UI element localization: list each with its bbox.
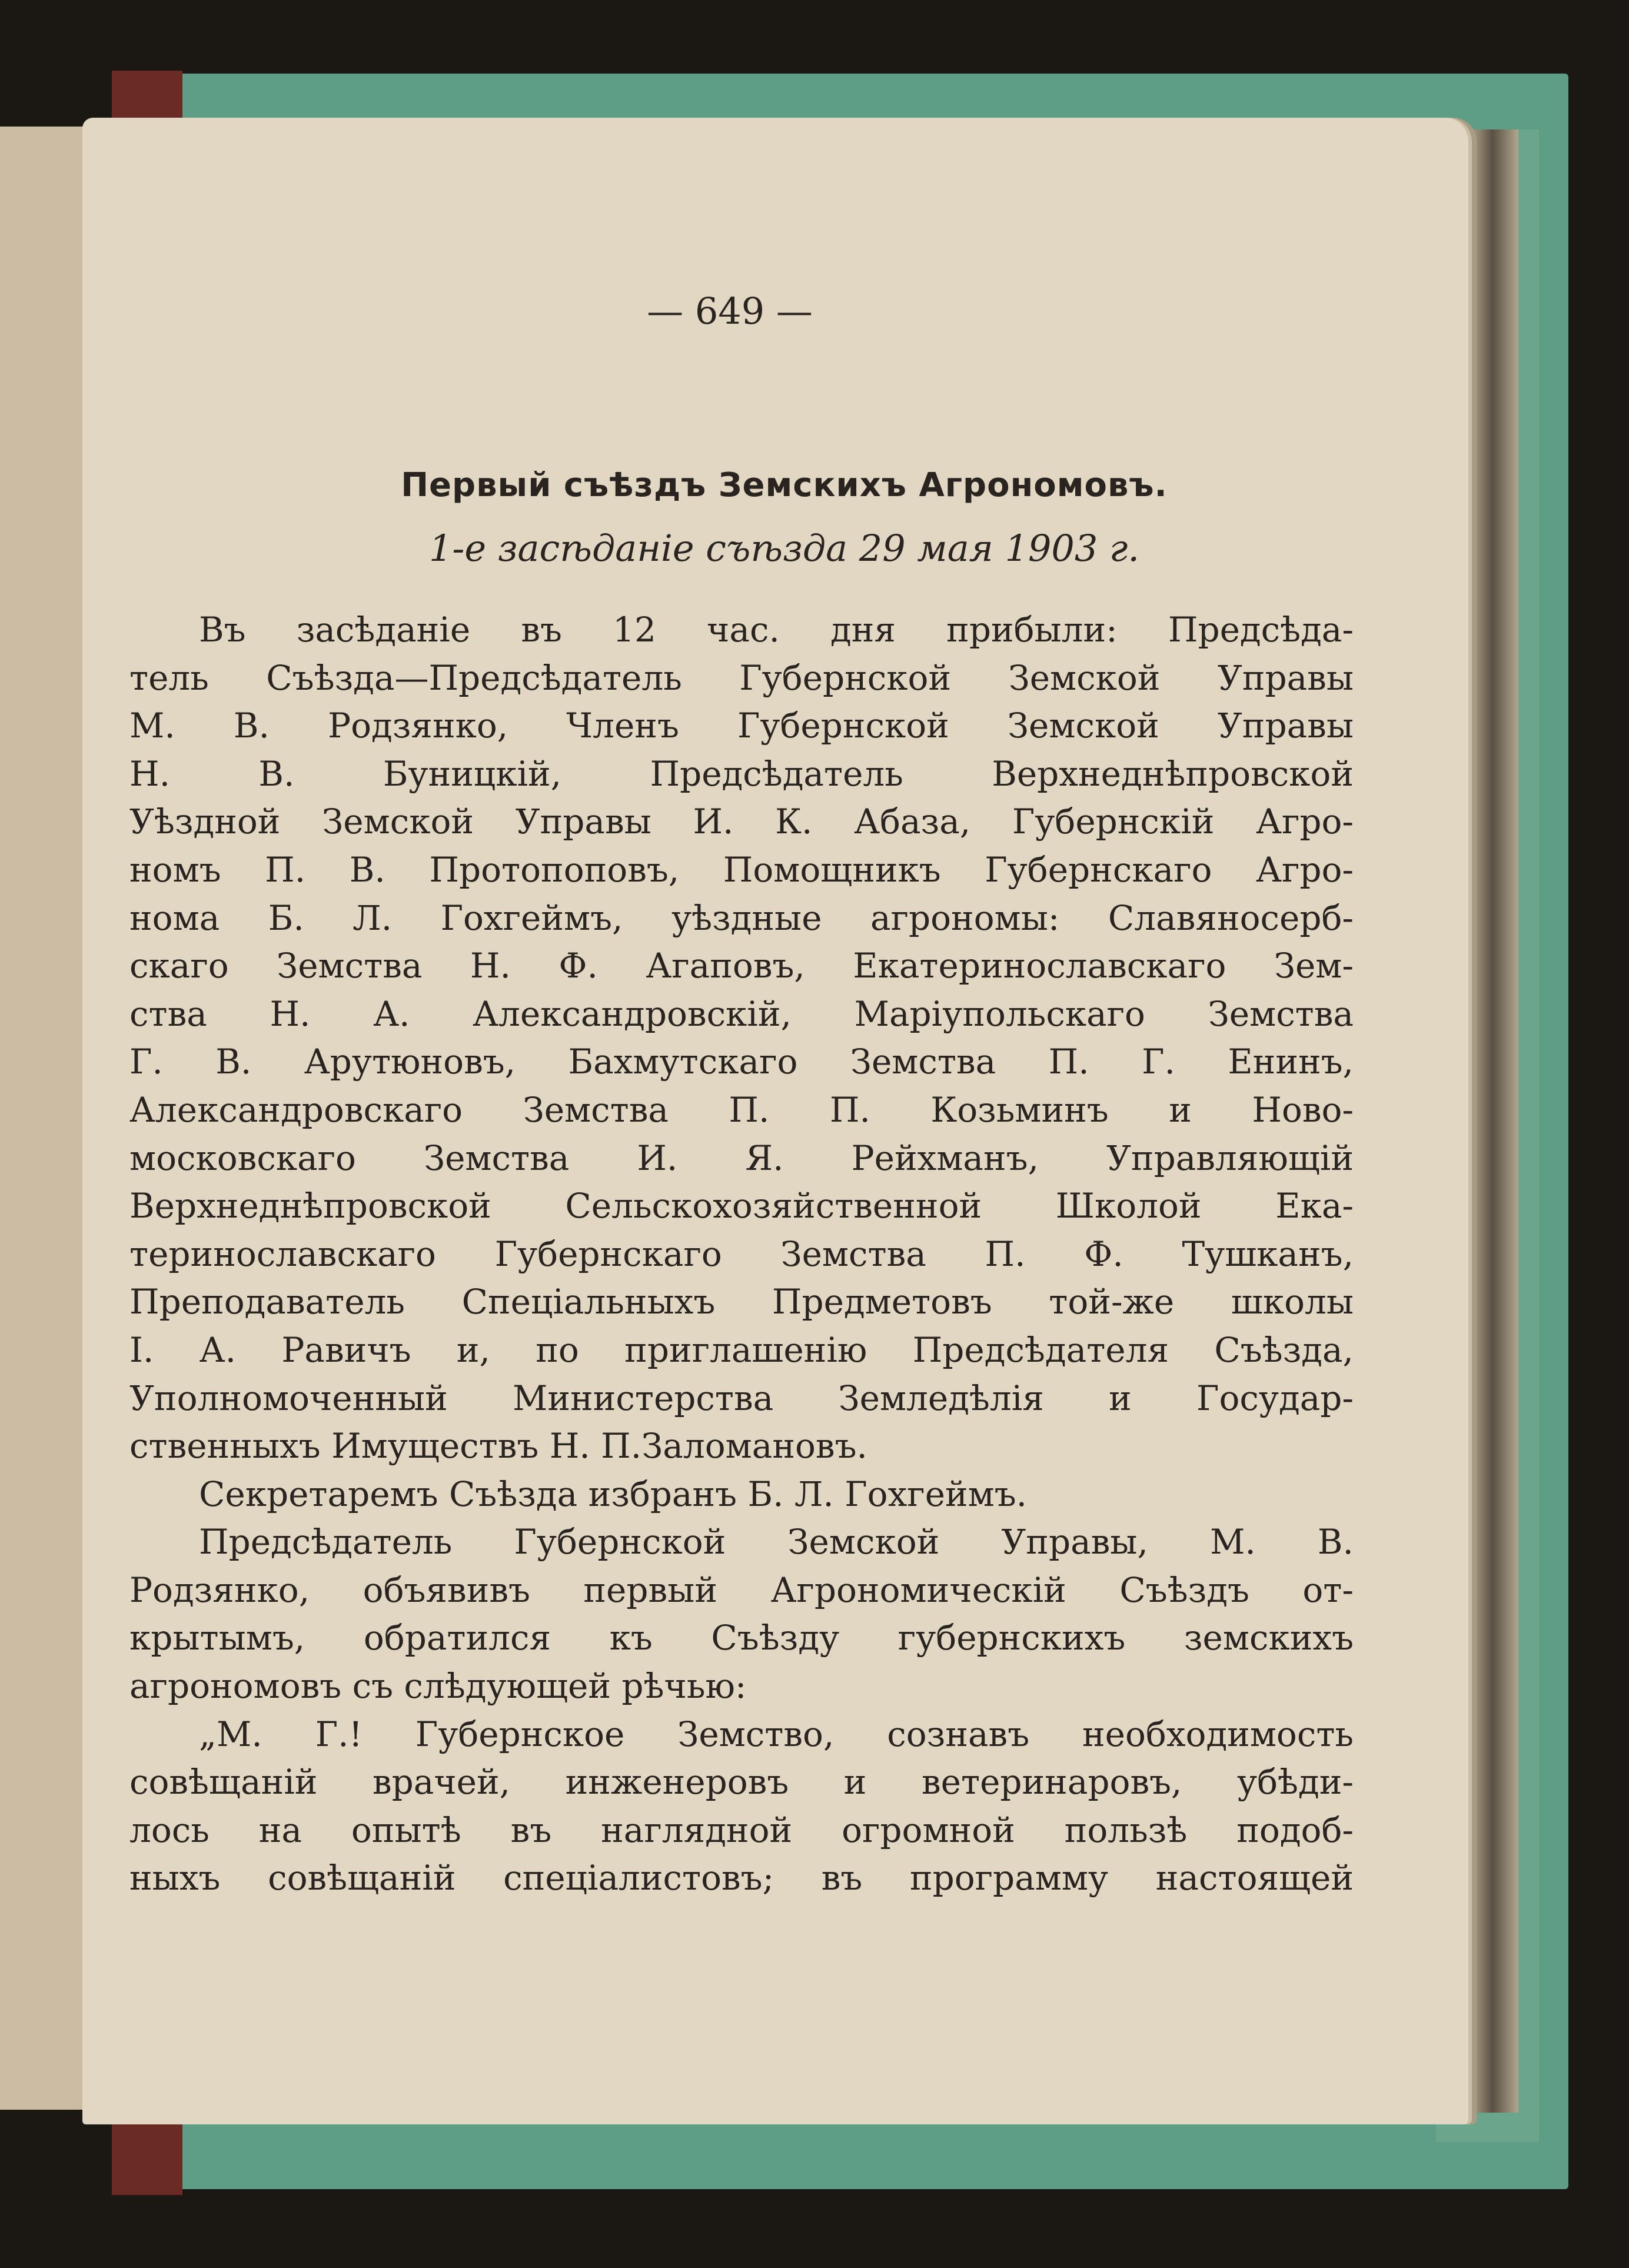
text-line: Уполномоченный Министерства Земледѣлія и Государ-	[129, 1378, 1354, 1418]
text-line: номъ П. В. Протопоповъ, Помощникъ Губернскаго Агро-	[129, 849, 1354, 890]
text-line: московскаго Земства И. Я. Рейхманъ, Управляющій	[129, 1138, 1354, 1178]
text-line: Г. В. Арутюновъ, Бахмутскаго Земства П. Г. Енинъ,	[129, 1042, 1354, 1082]
page-number: — 649 —	[647, 290, 813, 332]
text-line: теринославскаго Губернскаго Земства П. Ф. Тушканъ,	[129, 1233, 1354, 1274]
text-line: „М. Г.! Губернское Земство, сознавъ необходимость	[199, 1714, 1354, 1754]
text-line: скаго Земства Н. Ф. Агаповъ, Екатеринославскаго Зем-	[129, 946, 1354, 986]
section-title: Первый съѣздъ Земскихъ Агрономовъ.	[401, 466, 1168, 504]
text-line: Н. В. Буницкій, Предсѣдатель Верхнеднѣпровской	[129, 753, 1354, 794]
left-page-edge	[0, 127, 92, 2110]
text-line: Предсѣдатель Губернской Земской Управы, М. В.	[199, 1522, 1354, 1562]
text-line: М. В. Родзянко, Членъ Губернской Земской Управы	[129, 706, 1354, 746]
text-line: крытымъ, обратился къ Съѣзду губернскихъ земскихъ	[129, 1618, 1354, 1658]
page-content	[82, 118, 1468, 2124]
text-line: нома Б. Л. Гохгеймъ, уѣздные агрономы: Славяносерб-	[129, 897, 1354, 938]
body-text	[129, 606, 1354, 1903]
text-line: Александровскаго Земства П. П. Козьминъ и Ново-	[129, 1089, 1354, 1130]
text-line: Уѣздной Земской Управы И. К. Абаза, Губернскій Агро-	[129, 802, 1354, 842]
text-line: Родзянко, объявивъ первый Агрономическій Съѣздъ от-	[129, 1569, 1354, 1610]
text-line: тель Съѣзда—Предсѣдатель Губернской Земской Управы	[129, 657, 1354, 698]
text-line: Преподаватель Спеціальныхъ Предметовъ той-же школы	[129, 1282, 1354, 1322]
text-line: ства Н. А. Александровскій, Маріупольскаго Земства	[129, 993, 1354, 1034]
text-line: ныхъ совѣщаній спеціалистовъ; въ программу настоящей	[129, 1858, 1354, 1898]
text-line: ственныхъ Имуществъ Н. П.Заломановъ.	[129, 1426, 867, 1466]
book-page	[82, 118, 1468, 2124]
text-line: Секретаремъ Съѣзда избранъ Б. Л. Гохгеймъ.	[199, 1474, 1028, 1514]
text-line: совѣщаній врачей, инженеровъ и ветеринаровъ, убѣди-	[129, 1762, 1354, 1803]
text-line: І. А. Равичъ и, по приглашенію Предсѣдателя Съѣзда,	[129, 1329, 1354, 1370]
text-line: агрономовъ съ слѣдующей рѣчью:	[129, 1666, 747, 1707]
section-subtitle: 1-е засѣданіе съѣзда 29 мая 1903 г.	[428, 527, 1140, 570]
text-line: Верхнеднѣпровской Сельскохозяйственной Школой Ека-	[129, 1186, 1354, 1226]
text-line: лось на опытѣ въ наглядной огромной пользѣ подоб-	[129, 1810, 1354, 1850]
text-line: Въ засѣданіе въ 12 час. дня прибыли: Предсѣда-	[199, 610, 1354, 650]
